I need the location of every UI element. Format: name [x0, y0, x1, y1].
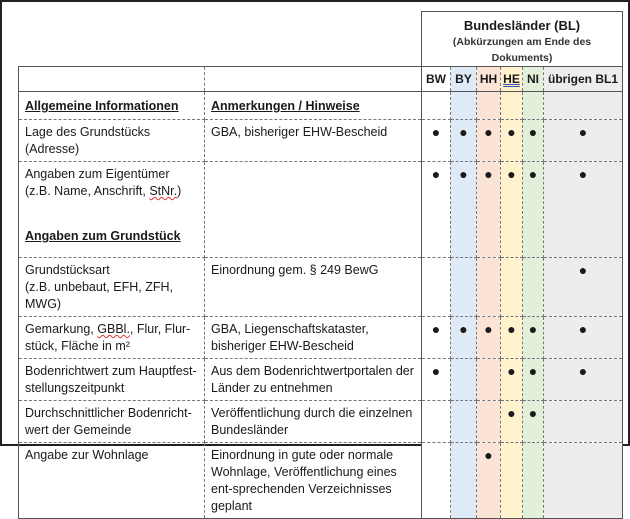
- row-label: Angabe zur Wohnlage: [19, 443, 205, 519]
- cell-uebrigen: [544, 92, 623, 120]
- row-label-text: ): [177, 184, 182, 198]
- mark-uebrigen-dot: ●: [544, 359, 623, 401]
- header-blank-cell: [19, 12, 205, 67]
- col-header-by: BY: [451, 67, 477, 92]
- notes-column-title: Anmerkungen / Hinweise: [205, 92, 422, 120]
- mark-hh: [477, 258, 501, 317]
- col-header-hh: HH: [477, 67, 501, 92]
- mark-hh-dot: ●: [477, 443, 501, 519]
- bundeslaender-subtitle: (Abkürzungen am Ende des Dokuments): [452, 36, 592, 64]
- bundeslaender-title: Bundesländer (BL): [463, 18, 581, 33]
- table-row: [19, 317, 623, 359]
- row-label-line2: (z.B. unbebaut, EFH, ZFH, MWG): [25, 280, 173, 311]
- section-general-title: Allgemeine Informationen: [19, 92, 205, 120]
- mark-he-dot: ●: [501, 162, 523, 258]
- row-note: [205, 162, 422, 258]
- row-label: [19, 317, 205, 359]
- mark-he-dot: ●: [501, 401, 523, 443]
- mark-hh-dot: ●: [477, 162, 501, 258]
- mark-ni-dot: ●: [523, 120, 544, 162]
- table-row: [19, 162, 623, 258]
- section-property-title: Angaben zum Grundstück: [25, 229, 181, 243]
- mark-he: [501, 443, 523, 519]
- mark-by: [451, 443, 477, 519]
- row-label: [19, 162, 205, 258]
- mark-he-dot: ●: [501, 120, 523, 162]
- bundeslaender-header: [422, 12, 623, 67]
- mark-ni-dot: ●: [523, 162, 544, 258]
- row-label: Durchschnittlicher Bodenricht-wert der Gemeinde: [19, 401, 205, 443]
- cell-ni: [523, 92, 544, 120]
- row-label-spellcheck-word: GBBl.: [97, 322, 130, 336]
- row-note: Aus dem Bodenrichtwertportalen der Länder zu entnehmen: [205, 359, 422, 401]
- cell-hh: [477, 92, 501, 120]
- col-header-he-label: HE: [503, 71, 520, 86]
- row-label-spellcheck-word: StNr.: [149, 184, 178, 198]
- row-note: Veröffentlichung durch die einzelnen Bundesländer: [205, 401, 422, 443]
- mark-uebrigen-dot: ●: [544, 317, 623, 359]
- mark-ni-dot: ●: [523, 317, 544, 359]
- row-label-line2: [25, 183, 198, 200]
- mark-he-dot: ●: [501, 359, 523, 401]
- cell-he: [501, 92, 523, 120]
- abbr-blank-cell: [205, 67, 422, 92]
- mark-by-dot: ●: [451, 120, 477, 162]
- mark-by: [451, 401, 477, 443]
- row-label-text: , Flur, Flur-stück, Fläche in m²: [25, 322, 191, 353]
- col-header-bw: BW: [422, 67, 451, 92]
- mark-he: [501, 258, 523, 317]
- table-row: [19, 401, 623, 443]
- row-label-line1: Grundstücksart: [25, 263, 110, 277]
- mark-bw-dot: ●: [422, 162, 451, 258]
- abbr-blank-cell: [19, 67, 205, 92]
- mark-by-dot: ●: [451, 317, 477, 359]
- mark-ni-dot: ●: [523, 401, 544, 443]
- mark-uebrigen-dot: ●: [544, 258, 623, 317]
- mark-uebrigen-dot: ●: [544, 162, 623, 258]
- mark-ni: [523, 443, 544, 519]
- table-row: [19, 258, 623, 317]
- mark-uebrigen: [544, 401, 623, 443]
- row-label-text: (z.B. Name, Anschrift,: [25, 184, 150, 198]
- mark-hh: [477, 359, 501, 401]
- mark-he-dot: ●: [501, 317, 523, 359]
- cell-by: [451, 92, 477, 120]
- mark-hh-dot: ●: [477, 317, 501, 359]
- mark-hh: [477, 401, 501, 443]
- mark-uebrigen: [544, 443, 623, 519]
- row-label: Lage des Grundstücks (Adresse): [19, 120, 205, 162]
- row-label: [19, 258, 205, 317]
- header-blank-cell: [205, 12, 422, 67]
- table-row: [19, 443, 623, 519]
- row-note: GBA, bisheriger EHW-Bescheid: [205, 120, 422, 162]
- row-note: Einordnung in gute oder normale Wohnlage, Veröffentlichung eines ent-sprechenden Verzeichnisses geplant: [205, 443, 422, 519]
- mark-by: [451, 359, 477, 401]
- row-label: Bodenrichtwert zum Hauptfest-stellungszeitpunkt: [19, 359, 205, 401]
- mark-uebrigen-dot: ●: [544, 120, 623, 162]
- table-row: [19, 359, 623, 401]
- row-label-text: Gemarkung,: [25, 322, 98, 336]
- col-header-he: [501, 67, 523, 92]
- table-row: [19, 120, 623, 162]
- mark-bw: [422, 401, 451, 443]
- bundeslaender-table: [18, 11, 623, 519]
- row-note: GBA, Liegenschaftskataster, bisheriger EHW-Bescheid: [205, 317, 422, 359]
- col-header-uebrigen: übrigen BL1: [544, 67, 623, 92]
- cell-bw: [422, 92, 451, 120]
- col-header-ni: NI: [523, 67, 544, 92]
- mark-ni-dot: ●: [523, 359, 544, 401]
- mark-bw: [422, 443, 451, 519]
- mark-bw-dot: ●: [422, 120, 451, 162]
- mark-hh-dot: ●: [477, 120, 501, 162]
- row-note: Einordnung gem. § 249 BewG: [205, 258, 422, 317]
- mark-by-dot: ●: [451, 162, 477, 258]
- mark-by: [451, 258, 477, 317]
- row-label-line1: Angaben zum Eigentümer: [25, 167, 170, 181]
- mark-bw-dot: ●: [422, 317, 451, 359]
- mark-bw: [422, 258, 451, 317]
- mark-bw-dot: ●: [422, 359, 451, 401]
- mark-ni: [523, 258, 544, 317]
